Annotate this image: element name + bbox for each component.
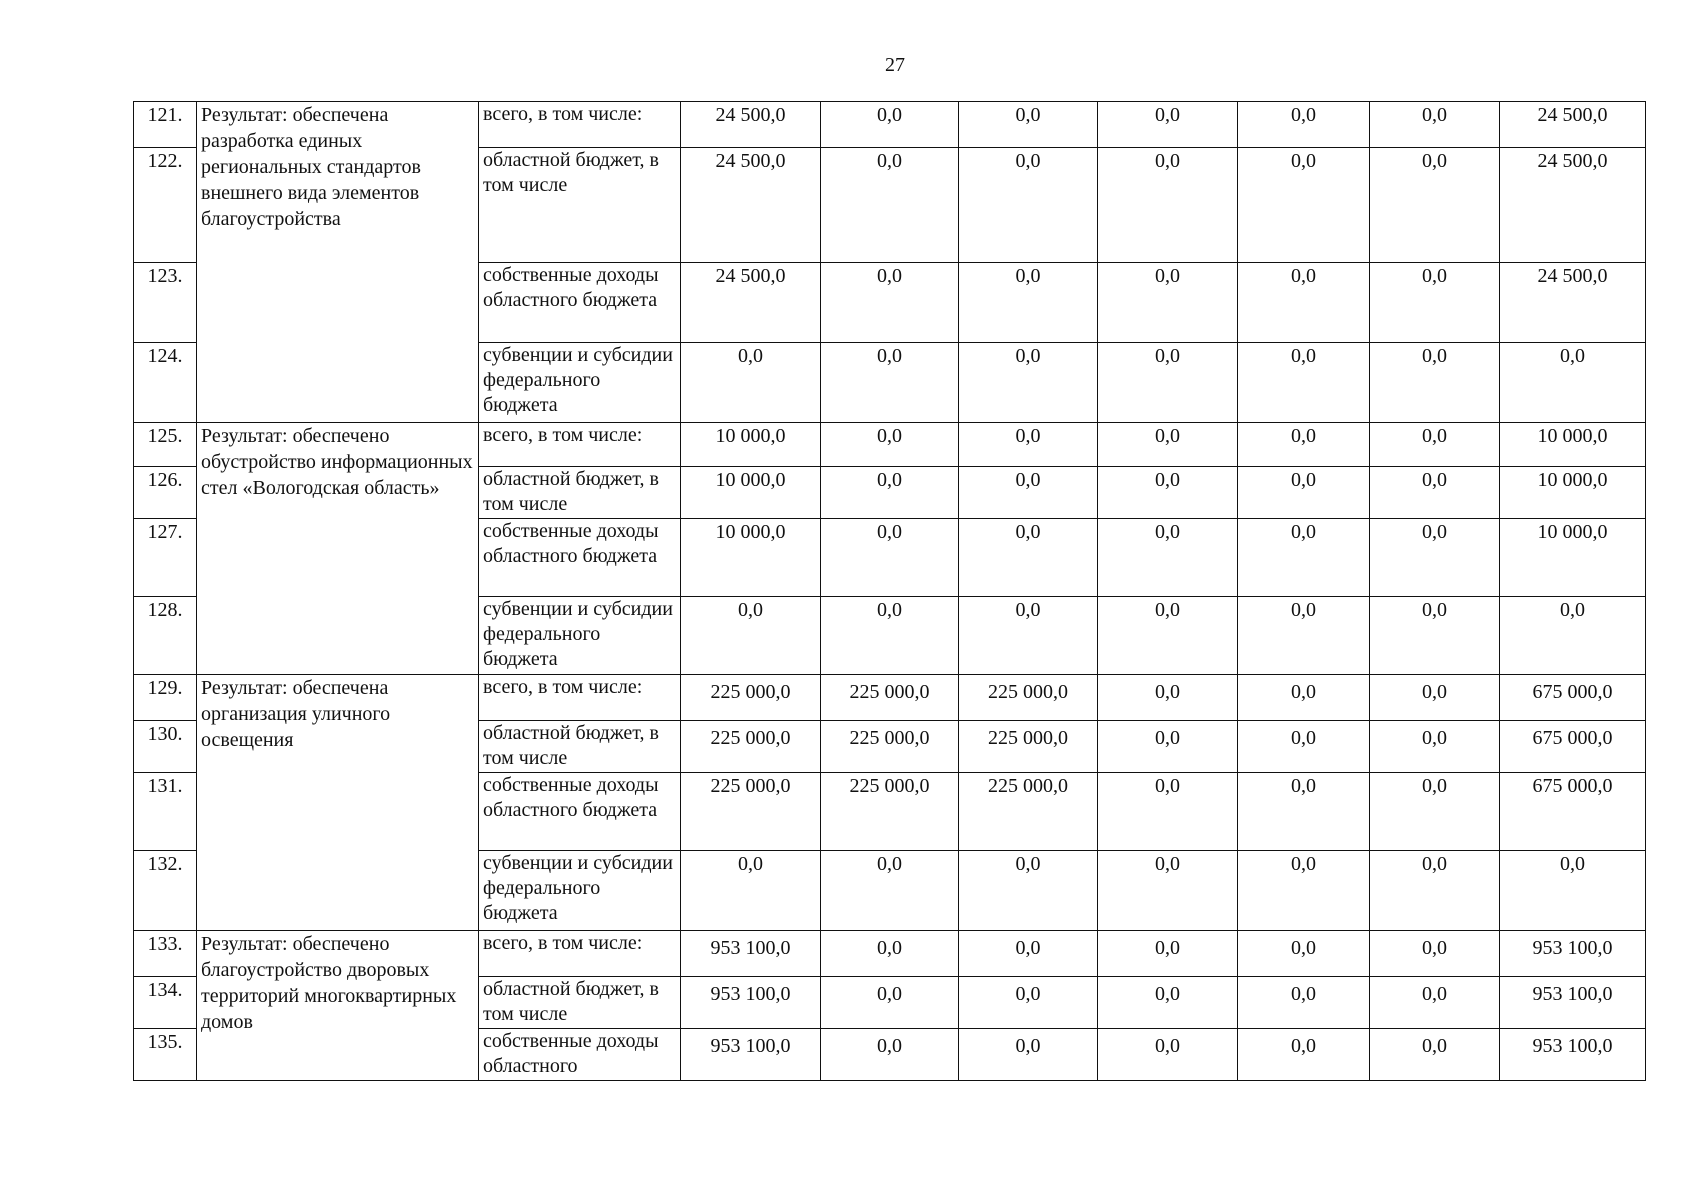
amount-value: 225 000,0 [681,721,821,773]
amount-value: 24 500,0 [681,263,821,343]
amount-value: 0,0 [959,467,1098,519]
amount-value: 0,0 [821,423,959,467]
row-number: 121. [134,102,197,148]
amount-value: 0,0 [1098,773,1238,851]
amount-value: 225 000,0 [821,773,959,851]
amount-value: 0,0 [959,343,1098,423]
total-value: 675 000,0 [1500,675,1646,721]
amount-value: 0,0 [1238,102,1370,148]
total-value: 10 000,0 [1500,467,1646,519]
amount-value: 0,0 [1098,263,1238,343]
funding-source: субвенции и субсидии федерального бюджета [479,597,681,675]
amount-value: 0,0 [959,102,1098,148]
row-number: 122. [134,148,197,263]
amount-value: 0,0 [1370,102,1500,148]
amount-value: 0,0 [959,931,1098,977]
table-row [134,931,1646,977]
total-value: 24 500,0 [1500,102,1646,148]
amount-value: 225 000,0 [821,675,959,721]
amount-value: 0,0 [821,977,959,1029]
amount-value: 953 100,0 [681,977,821,1029]
amount-value: 0,0 [1098,851,1238,931]
funding-source: собственные доходы областного бюджета [479,263,681,343]
amount-value: 0,0 [1370,931,1500,977]
amount-value: 0,0 [1370,423,1500,467]
amount-value: 0,0 [1370,597,1500,675]
total-value: 953 100,0 [1500,931,1646,977]
amount-value: 0,0 [1238,721,1370,773]
amount-value: 0,0 [821,597,959,675]
total-value: 24 500,0 [1500,263,1646,343]
row-number: 127. [134,519,197,597]
amount-value: 0,0 [1098,102,1238,148]
amount-value: 0,0 [1238,467,1370,519]
amount-value: 0,0 [681,343,821,423]
amount-value: 953 100,0 [681,931,821,977]
row-number: 124. [134,343,197,423]
amount-value: 0,0 [821,263,959,343]
amount-value: 953 100,0 [681,1029,821,1081]
row-number: 123. [134,263,197,343]
amount-value: 0,0 [1238,423,1370,467]
row-number: 132. [134,851,197,931]
amount-value: 0,0 [959,519,1098,597]
amount-value: 0,0 [1098,1029,1238,1081]
total-value: 0,0 [1500,343,1646,423]
funding-source: всего, в том числе: [479,931,681,977]
total-value: 953 100,0 [1500,977,1646,1029]
amount-value: 0,0 [1098,931,1238,977]
table-body [134,102,1646,1081]
amount-value: 0,0 [821,931,959,977]
total-value: 0,0 [1500,851,1646,931]
row-number: 129. [134,675,197,721]
total-value: 675 000,0 [1500,773,1646,851]
amount-value: 0,0 [959,423,1098,467]
amount-value: 0,0 [1098,148,1238,263]
funding-source: всего, в том числе: [479,102,681,148]
funding-source: субвенции и субсидии федерального бюджета [479,851,681,931]
total-value: 953 100,0 [1500,1029,1646,1081]
amount-value: 0,0 [821,343,959,423]
amount-value: 225 000,0 [681,773,821,851]
row-number: 135. [134,1029,197,1081]
amount-value: 0,0 [1238,519,1370,597]
funding-source: областной бюджет, в том числе [479,467,681,519]
amount-value: 0,0 [1098,675,1238,721]
amount-value: 0,0 [1238,343,1370,423]
budget-table [133,101,1646,1081]
amount-value: 10 000,0 [681,519,821,597]
amount-value: 0,0 [959,1029,1098,1081]
amount-value: 24 500,0 [681,102,821,148]
row-number: 131. [134,773,197,851]
funding-source: областной бюджет, в том числе [479,977,681,1029]
amount-value: 0,0 [1098,467,1238,519]
amount-value: 0,0 [959,851,1098,931]
amount-value: 0,0 [1370,519,1500,597]
funding-source: всего, в том числе: [479,423,681,467]
amount-value: 0,0 [1370,675,1500,721]
amount-value: 0,0 [821,102,959,148]
amount-value: 0,0 [1370,773,1500,851]
table-row [134,102,1646,148]
amount-value: 0,0 [1098,721,1238,773]
amount-value: 225 000,0 [681,675,821,721]
amount-value: 0,0 [1238,263,1370,343]
amount-value: 0,0 [1098,343,1238,423]
table-row [134,675,1646,721]
funding-source: собственные доходы областного бюджета [479,519,681,597]
amount-value: 0,0 [959,263,1098,343]
amount-value: 0,0 [1238,773,1370,851]
amount-value: 0,0 [1370,148,1500,263]
table-row [134,423,1646,467]
row-number: 125. [134,423,197,467]
amount-value: 225 000,0 [959,675,1098,721]
funding-source: собственные доходы областного [479,1029,681,1081]
amount-value: 0,0 [821,467,959,519]
amount-value: 225 000,0 [959,721,1098,773]
amount-value: 0,0 [1098,423,1238,467]
amount-value: 0,0 [1370,467,1500,519]
amount-value: 0,0 [1098,977,1238,1029]
amount-value: 0,0 [1098,597,1238,675]
amount-value: 0,0 [1238,931,1370,977]
total-value: 0,0 [1500,597,1646,675]
amount-value: 0,0 [1370,977,1500,1029]
amount-value: 0,0 [821,851,959,931]
amount-value: 0,0 [821,1029,959,1081]
amount-value: 0,0 [1238,851,1370,931]
row-number: 134. [134,977,197,1029]
total-value: 675 000,0 [1500,721,1646,773]
row-number: 130. [134,721,197,773]
result-description: Результат: обеспечено благоустройство дворовых территорий многоквартирных домов [197,931,479,1081]
amount-value: 0,0 [1238,675,1370,721]
row-number: 133. [134,931,197,977]
result-description: Результат: обеспечено обустройство информационных стел «Вологодская область» [197,423,479,675]
row-number: 128. [134,597,197,675]
funding-source: областной бюджет, в том числе [479,721,681,773]
amount-value: 10 000,0 [681,423,821,467]
amount-value: 0,0 [681,597,821,675]
amount-value: 0,0 [959,597,1098,675]
amount-value: 0,0 [1370,721,1500,773]
amount-value: 0,0 [1370,263,1500,343]
page-number: 27 [885,54,905,76]
amount-value: 0,0 [821,148,959,263]
amount-value: 0,0 [1098,519,1238,597]
row-number: 126. [134,467,197,519]
total-value: 10 000,0 [1500,423,1646,467]
amount-value: 0,0 [1238,148,1370,263]
amount-value: 0,0 [1238,1029,1370,1081]
amount-value: 0,0 [1370,343,1500,423]
amount-value: 225 000,0 [821,721,959,773]
funding-source: областной бюджет, в том числе [479,148,681,263]
amount-value: 0,0 [821,519,959,597]
amount-value: 0,0 [1238,597,1370,675]
funding-source: собственные доходы областного бюджета [479,773,681,851]
funding-source: всего, в том числе: [479,675,681,721]
total-value: 24 500,0 [1500,148,1646,263]
amount-value: 24 500,0 [681,148,821,263]
total-value: 10 000,0 [1500,519,1646,597]
result-description: Результат: обеспечена разработка единых региональных стандартов внешнего вида элементов благоустройства [197,102,479,423]
amount-value: 0,0 [959,977,1098,1029]
amount-value: 0,0 [681,851,821,931]
amount-value: 0,0 [959,148,1098,263]
amount-value: 10 000,0 [681,467,821,519]
amount-value: 0,0 [1370,1029,1500,1081]
amount-value: 225 000,0 [959,773,1098,851]
result-description: Результат: обеспечена организация уличного освещения [197,675,479,931]
funding-source: субвенции и субсидии федерального бюджета [479,343,681,423]
amount-value: 0,0 [1238,977,1370,1029]
amount-value: 0,0 [1370,851,1500,931]
